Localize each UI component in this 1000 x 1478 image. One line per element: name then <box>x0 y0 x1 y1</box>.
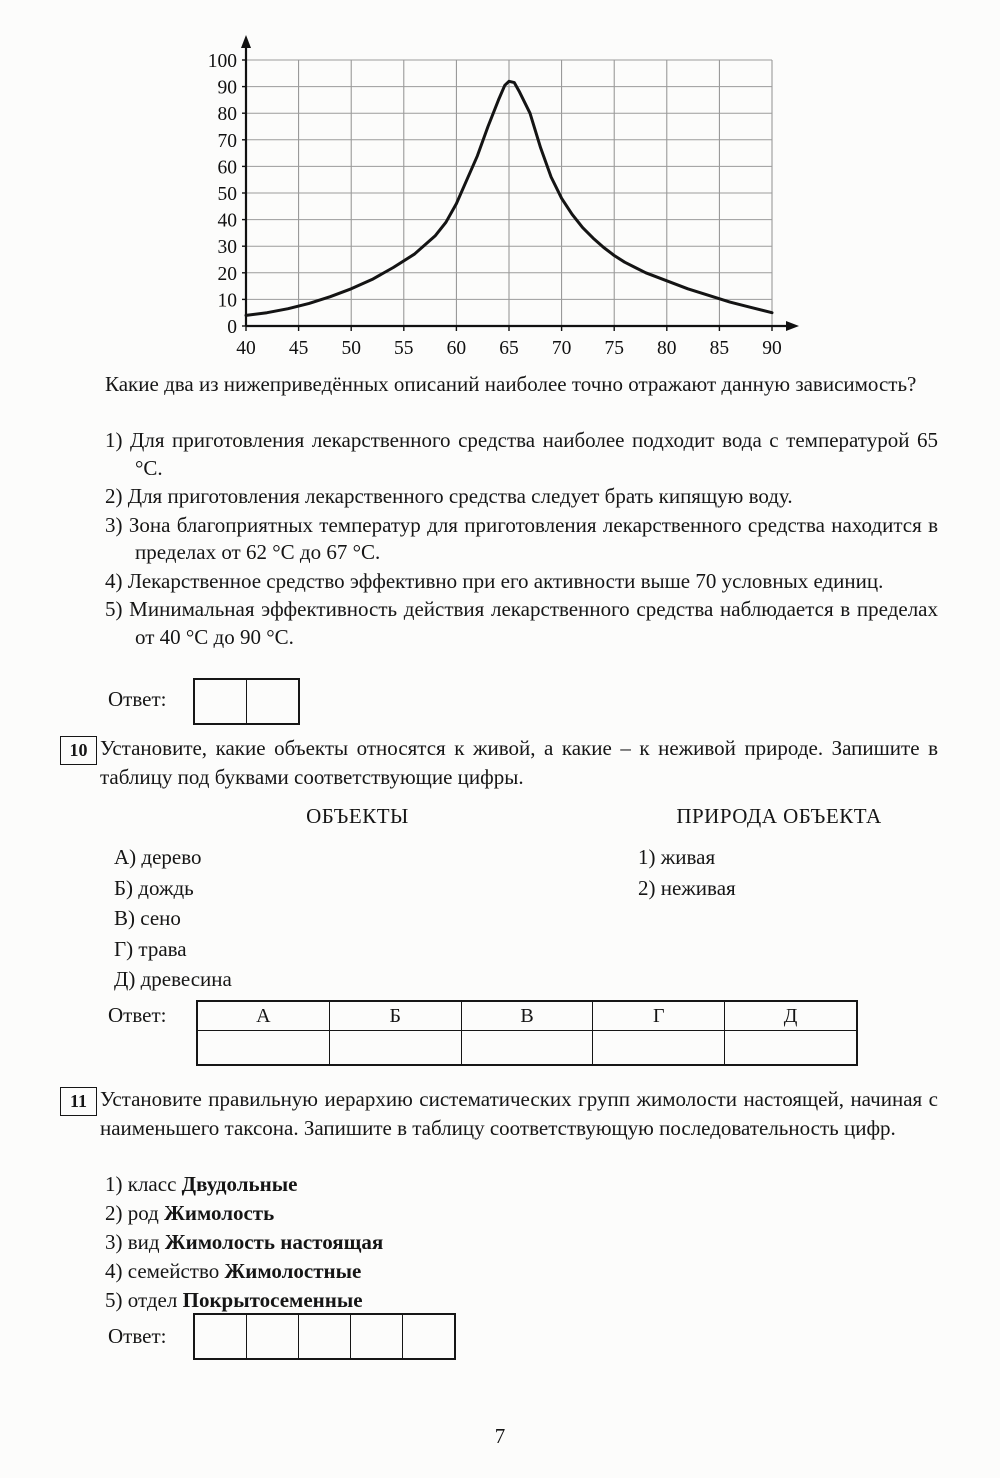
svg-text:40: 40 <box>217 210 237 232</box>
q10-header-cell-b: Б <box>330 1002 462 1030</box>
q11-item-5 <box>105 1286 383 1315</box>
svg-text:90: 90 <box>217 77 237 99</box>
svg-text:70: 70 <box>217 130 237 152</box>
q10-answer-table <box>196 1000 858 1066</box>
svg-text:40: 40 <box>236 338 256 359</box>
q11-item-4-taxon: Жимолостные <box>224 1259 362 1283</box>
q11-item-1-taxon: Двудольные <box>181 1172 298 1196</box>
q10-nature-2: 2) неживая <box>638 875 736 900</box>
svg-text:55: 55 <box>394 338 414 359</box>
activity-temperature-chart <box>182 25 827 375</box>
svg-text:80: 80 <box>657 338 677 359</box>
q11-answer-cell-3 <box>299 1315 351 1358</box>
q11-answer-cell-1 <box>195 1315 247 1358</box>
q11-answer-cell-4 <box>351 1315 403 1358</box>
q9-answer-cell-2 <box>247 680 298 723</box>
q10-answer-cell-a <box>198 1031 330 1064</box>
q9-option-2: 2) Для приготовления лекарственного средства следует брать кипящую воду. <box>105 484 793 508</box>
q10-object-b: Б) дождь <box>114 875 194 900</box>
svg-text:60: 60 <box>217 157 237 179</box>
q9-option-1: 1) Для приготовления лекарственного средства наиболее подходит вода с температурой 65 °С. <box>105 428 938 480</box>
q11-number-badge: 11 <box>60 1087 97 1116</box>
q10-nature-1: 1) живая <box>638 845 716 869</box>
q10-header-cell-a: А <box>198 1002 330 1030</box>
q11-item-4-prefix: 4) семейство <box>105 1259 225 1283</box>
q11-item-2-taxon: Жимолость <box>164 1201 275 1225</box>
svg-text:90: 90 <box>762 338 782 359</box>
q9-option-4: 4) Лекарственное средство эффективно при его активности выше 70 условных единиц. <box>105 568 884 593</box>
svg-text:30: 30 <box>217 237 237 259</box>
q11-item-1 <box>105 1170 383 1199</box>
q9-option-5: 5) Минимальная эффективность действия лекарственного средства наблюдается в пределах от 40 °С до 90 °С. <box>105 597 938 649</box>
q10-number-badge: 10 <box>60 736 97 765</box>
q10-objects-list <box>114 842 232 995</box>
q11-item-4 <box>105 1257 383 1286</box>
q10-object-g: Г) трава <box>114 936 187 961</box>
q10-answer-cell-v <box>462 1031 594 1064</box>
q10-answer-cell-b <box>330 1031 462 1064</box>
q9-answer-box <box>193 678 300 725</box>
q9-answer-cell-1 <box>195 680 247 723</box>
q9-intro-text: Какие два из нижеприведённых описаний наиболее точно отражают данную зависимость? <box>105 372 917 396</box>
q11-item-2 <box>105 1199 383 1228</box>
q9-option-3: 3) Зона благоприятных температур для приготовления лекарственного средства находится в пределах от 62 °С до 67 °С. <box>105 512 938 564</box>
svg-text:70: 70 <box>551 338 572 359</box>
q10-prompt: Установите, какие объекты относятся к живой, а какие – к неживой природе. Запишите в таблицу под буквами соответствующие цифры. <box>100 736 938 789</box>
q10-header-cell-v: В <box>462 1002 594 1030</box>
svg-text:65: 65 <box>499 338 519 359</box>
q11-answer-cell-5 <box>403 1315 454 1358</box>
q11-answer-box <box>193 1313 456 1360</box>
q11-item-5-taxon: Покрытосеменные <box>182 1288 363 1312</box>
svg-text:10: 10 <box>217 290 237 312</box>
svg-text:100: 100 <box>207 51 237 72</box>
q10-answer-label: Ответ: <box>108 1003 167 1027</box>
q10-object-v: В) сено <box>114 906 181 930</box>
svg-text:50: 50 <box>341 338 361 359</box>
q10-answer-table-input-row <box>198 1031 856 1064</box>
q10-header-cell-g: Г <box>593 1002 725 1030</box>
q10-answer-cell-g <box>593 1031 725 1064</box>
q11-item-2-prefix: 2) род <box>105 1201 165 1225</box>
q10-object-d: Д) древесина <box>114 967 232 991</box>
svg-text:60: 60 <box>446 338 467 359</box>
q10-header-cell-d: Д <box>783 1004 798 1027</box>
q10-right-column-header: ПРИРОДА ОБЪЕКТА <box>676 804 882 828</box>
page-number: 7 <box>494 1424 506 1448</box>
q9-answer-label: Ответ: <box>108 687 167 711</box>
q11-prompt: Установите правильную иерархию систематических групп жимолости настоящей, начиная с наименьшего таксона. Запишите в таблицу соответствующую последовательность цифр. <box>100 1087 938 1140</box>
svg-text:85: 85 <box>709 338 730 359</box>
q11-item-3 <box>105 1228 383 1257</box>
q10-left-column-header: ОБЪЕКТЫ <box>306 804 409 828</box>
q11-item-5-prefix: 5) отдел <box>105 1288 183 1312</box>
q11-item-3-prefix: 3) вид <box>105 1230 165 1254</box>
line-chart-canvas <box>182 25 827 375</box>
q9-options-list <box>105 427 938 652</box>
svg-text:20: 20 <box>217 263 237 285</box>
q10-answer-cell-d <box>725 1031 856 1064</box>
svg-text:0: 0 <box>227 317 237 338</box>
q11-answer-cell-2 <box>247 1315 299 1358</box>
q11-item-1-prefix: 1) класс <box>105 1172 182 1196</box>
q10-natures-list <box>638 842 736 903</box>
q10-answer-table-header-row <box>198 1002 856 1031</box>
svg-text:75: 75 <box>604 338 624 359</box>
q11-item-3-taxon: Жимолость настоящая <box>164 1230 384 1254</box>
q11-answer-label: Ответ: <box>108 1324 167 1348</box>
svg-text:50: 50 <box>217 184 237 205</box>
svg-text:45: 45 <box>288 338 309 359</box>
q10-object-a: А) дерево <box>114 845 202 869</box>
q11-taxa-list <box>105 1170 383 1315</box>
svg-text:80: 80 <box>217 104 237 126</box>
